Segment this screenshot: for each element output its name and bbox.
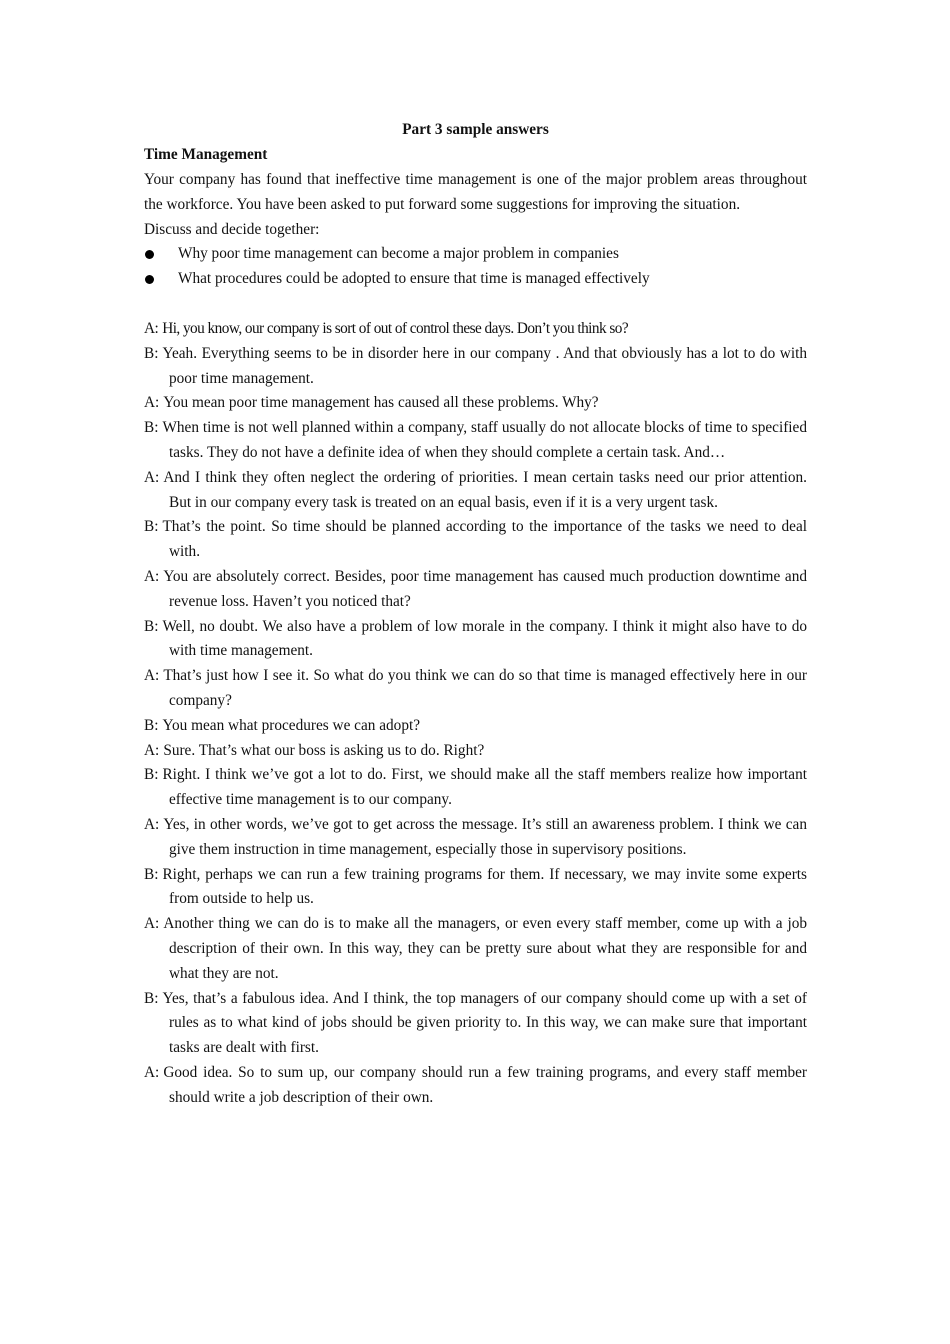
speaker-label: A: bbox=[144, 915, 160, 933]
speaker-label: A: bbox=[144, 815, 160, 833]
section-spacer bbox=[144, 292, 807, 317]
document-title: Part 3 sample answers bbox=[402, 121, 549, 138]
dialogue-turn bbox=[144, 565, 807, 615]
bullet-text: What procedures could be adopted to ensure that time is managed effectively bbox=[178, 270, 650, 288]
dialogue-turn bbox=[144, 714, 807, 739]
speaker-label: A: bbox=[144, 319, 159, 337]
dialogue-turn bbox=[144, 763, 807, 813]
speaker-label: A: bbox=[144, 567, 160, 585]
speaker-label: B: bbox=[144, 518, 159, 536]
turn-text: You mean what procedures we can adopt? bbox=[162, 716, 421, 734]
turn-text: Yes, in other words, we’ve got to get across the message. It’s still an awareness problem. I think we can give them instruction in time management, especially those in supervisory positions. bbox=[163, 815, 807, 858]
speaker-label: B: bbox=[144, 989, 159, 1007]
document-page bbox=[144, 118, 807, 1110]
task-intro: Your company has found that ineffective time management is one of the major problem areas throughout the workforce. You have been asked to put forward some suggestions for improving the situation. bbox=[144, 171, 807, 213]
speaker-label: A: bbox=[144, 468, 160, 486]
dialogue-turn bbox=[144, 391, 807, 416]
turn-text: That’s just how I see it. So what do you think we can do so that time is managed effectively here in our company? bbox=[163, 667, 807, 709]
bullet-dot-icon bbox=[145, 275, 154, 284]
section-heading: Time Management bbox=[144, 146, 268, 163]
turn-text: Well, no doubt. We also have a problem of low morale in the company. I think it might also have to do with time management. bbox=[162, 617, 807, 660]
task-instruction: Discuss and decide together: bbox=[144, 220, 320, 238]
speaker-label: B: bbox=[144, 865, 159, 883]
dialogue-turn bbox=[144, 987, 807, 1061]
turn-text: Hi, you know, our company is sort of out of control these days. Don’t you think so? bbox=[162, 319, 629, 337]
speaker-label: B: bbox=[144, 716, 159, 734]
turn-text: Sure. That’s what our boss is asking us to do. Right? bbox=[163, 741, 485, 759]
speaker-label: B: bbox=[144, 344, 159, 362]
dialogue-turn bbox=[144, 515, 807, 565]
turn-text: That’s the point. So time should be planned according to the importance of the tasks we need to deal with. bbox=[162, 518, 807, 561]
speaker-label: B: bbox=[144, 419, 159, 437]
dialogue-turn bbox=[144, 317, 807, 342]
turn-text: Good idea. So to sum up, our company should run a few training programs, and every staff member should write a job description of their own. bbox=[163, 1063, 807, 1106]
speaker-label: A: bbox=[144, 1063, 160, 1081]
dialogue-turn bbox=[144, 739, 807, 764]
turn-text: Right. I think we’ve got a lot to do. First, we should make all the staff members realize how important effective time management is to our company. bbox=[162, 766, 807, 809]
turn-text: When time is not well planned within a company, staff usually do not allocate blocks of time to specified tasks. They do not have a definite idea of when they should complete a certain task. And… bbox=[162, 419, 807, 461]
dialogue-turn bbox=[144, 466, 807, 516]
dialogue-turn bbox=[144, 863, 807, 913]
turn-text: You mean poor time management has caused all these problems. Why? bbox=[163, 394, 599, 412]
dialogue-turn bbox=[144, 615, 807, 665]
task-bullets bbox=[144, 242, 807, 292]
dialogue-turn bbox=[144, 664, 807, 714]
dialogue-turn bbox=[144, 813, 807, 863]
dialogue-turn bbox=[144, 342, 807, 392]
bullet-item bbox=[144, 267, 807, 292]
speaker-label: A: bbox=[144, 741, 160, 759]
speaker-label: A: bbox=[144, 667, 160, 685]
dialogue-turn bbox=[144, 416, 807, 466]
turn-text: Yes, that’s a fabulous idea. And I think, the top managers of our company should come up with a set of rules as to what kind of jobs should be given priority to. In this way, we can make sure that important tasks are dealt with first. bbox=[162, 989, 807, 1057]
turn-text: And I think they often neglect the ordering of priorities. I mean certain tasks need our prior attention. But in our company every task is treated on an equal basis, even if it is a very urgent task. bbox=[163, 468, 807, 511]
bullet-text: Why poor time management can become a major problem in companies bbox=[178, 245, 619, 263]
turn-text: Another thing we can do is to make all the managers, or even every staff member, come up with a job description of their own. In this way, they can be pretty sure about what they are responsible for and what they are not. bbox=[163, 915, 807, 982]
dialogue-turn bbox=[144, 912, 807, 986]
bullet-dot-icon bbox=[145, 250, 154, 259]
dialogue-turn bbox=[144, 1061, 807, 1111]
speaker-label: B: bbox=[144, 617, 159, 635]
speaker-label: A: bbox=[144, 394, 160, 412]
turn-text: Right, perhaps we can run a few training programs for them. If necessary, we may invite some experts from outside to help us. bbox=[162, 865, 807, 908]
bullet-item bbox=[144, 242, 807, 267]
speaker-label: B: bbox=[144, 766, 159, 784]
dialogue bbox=[144, 317, 807, 1111]
turn-text: Yeah. Everything seems to be in disorder here in our company . And that obviously has a lot to do with poor time management. bbox=[162, 344, 807, 387]
turn-text: You are absolutely correct. Besides, poor time management has caused much production downtime and revenue loss. Haven’t you noticed that? bbox=[163, 567, 807, 610]
